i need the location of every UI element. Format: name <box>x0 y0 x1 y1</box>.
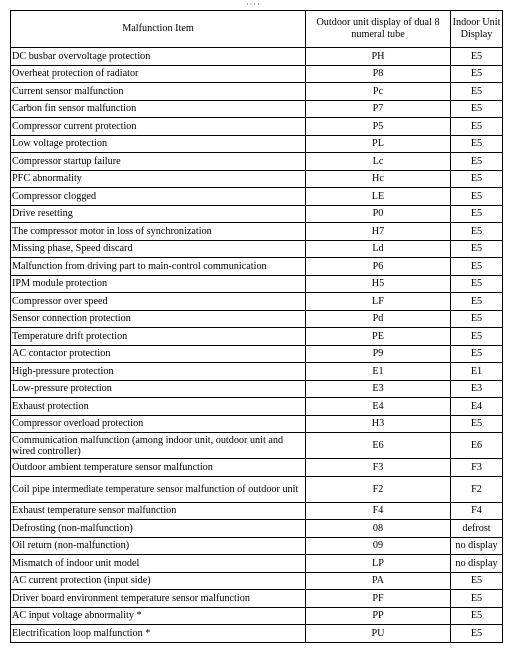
malfunction-item-cell: Temperature drift protection <box>11 328 306 346</box>
table-row <box>11 363 503 381</box>
outdoor-code-cell: Hc <box>306 170 451 188</box>
header-indoor-display: Indoor Unit Display <box>451 11 503 48</box>
indoor-display-cell: E5 <box>451 572 503 590</box>
indoor-display-cell: E6 <box>451 433 503 459</box>
table-row <box>11 537 503 555</box>
table-row <box>11 590 503 608</box>
malfunction-item-cell: Compressor over speed <box>11 293 306 311</box>
outdoor-code-cell: PU <box>306 625 451 643</box>
indoor-display-cell: E5 <box>451 48 503 66</box>
malfunction-item-cell: Low-pressure protection <box>11 380 306 398</box>
malfunction-item-cell: Overheat protection of radiator <box>11 65 306 83</box>
table-row <box>11 520 503 538</box>
outdoor-code-cell: H7 <box>306 223 451 241</box>
outdoor-code-cell: PL <box>306 135 451 153</box>
malfunction-item-cell: Compressor overload protection <box>11 415 306 433</box>
outdoor-code-cell: PH <box>306 48 451 66</box>
outdoor-code-cell: PA <box>306 572 451 590</box>
indoor-display-cell: E5 <box>451 258 503 276</box>
malfunction-item-cell: Exhaust temperature sensor malfunction <box>11 502 306 520</box>
table-row <box>11 433 503 459</box>
outdoor-code-cell: E3 <box>306 380 451 398</box>
indoor-display-cell: E5 <box>451 415 503 433</box>
malfunction-item-cell: PFC abnormality <box>11 170 306 188</box>
indoor-display-cell: E5 <box>451 590 503 608</box>
indoor-display-cell: E5 <box>451 328 503 346</box>
outdoor-code-cell: 08 <box>306 520 451 538</box>
indoor-display-cell: E1 <box>451 363 503 381</box>
outdoor-code-cell: H3 <box>306 415 451 433</box>
indoor-display-cell: E5 <box>451 625 503 643</box>
indoor-display-cell: F3 <box>451 459 503 477</box>
malfunction-item-cell: Electrification loop malfunction * <box>11 625 306 643</box>
indoor-display-cell: E5 <box>451 205 503 223</box>
table-row <box>11 625 503 643</box>
malfunction-item-cell: Oil return (non-malfunction) <box>11 537 306 555</box>
indoor-display-cell: F2 <box>451 476 503 502</box>
outdoor-code-cell: PE <box>306 328 451 346</box>
table-row <box>11 293 503 311</box>
outdoor-code-cell: E4 <box>306 398 451 416</box>
indoor-display-cell: F4 <box>451 502 503 520</box>
outdoor-code-cell: Pd <box>306 310 451 328</box>
table-row <box>11 100 503 118</box>
indoor-display-cell: E5 <box>451 188 503 206</box>
malfunction-item-cell: Carbon fin sensor malfunction <box>11 100 306 118</box>
outdoor-code-cell: Ld <box>306 240 451 258</box>
malfunction-item-cell: Missing phase, Speed discard <box>11 240 306 258</box>
malfunction-item-cell: Communication malfunction (among indoor unit, outdoor unit and wired controller) <box>11 433 306 459</box>
outdoor-code-cell: E6 <box>306 433 451 459</box>
malfunction-item-cell: The compressor motor in loss of synchronization <box>11 223 306 241</box>
outdoor-code-cell: F4 <box>306 502 451 520</box>
malfunction-item-cell: Drive resetting <box>11 205 306 223</box>
table-row <box>11 476 503 502</box>
indoor-display-cell: E5 <box>451 310 503 328</box>
malfunction-item-cell: Low voltage protection <box>11 135 306 153</box>
table-row <box>11 459 503 477</box>
table-row <box>11 118 503 136</box>
table-row <box>11 607 503 625</box>
outdoor-code-cell: E1 <box>306 363 451 381</box>
malfunction-item-cell: AC contactor protection <box>11 345 306 363</box>
indoor-display-cell: E5 <box>451 118 503 136</box>
malfunction-item-cell: Exhaust protection <box>11 398 306 416</box>
table-row <box>11 275 503 293</box>
indoor-display-cell: no display <box>451 555 503 573</box>
outdoor-code-cell: PF <box>306 590 451 608</box>
indoor-display-cell: E5 <box>451 223 503 241</box>
malfunction-item-cell: Current sensor malfunction <box>11 83 306 101</box>
table-row <box>11 310 503 328</box>
malfunction-table <box>10 10 503 643</box>
outdoor-code-cell: P7 <box>306 100 451 118</box>
indoor-display-cell: no display <box>451 537 503 555</box>
table-body <box>11 48 503 643</box>
indoor-display-cell: E5 <box>451 65 503 83</box>
malfunction-item-cell: Compressor startup failure <box>11 153 306 171</box>
table-row <box>11 555 503 573</box>
table-row <box>11 65 503 83</box>
table-row <box>11 572 503 590</box>
indoor-display-cell: E5 <box>451 345 503 363</box>
indoor-display-cell: E5 <box>451 607 503 625</box>
malfunction-item-cell: Coil pipe intermediate temperature sensor malfunction of outdoor unit <box>11 476 306 502</box>
table-row <box>11 380 503 398</box>
table-row <box>11 188 503 206</box>
table-row <box>11 415 503 433</box>
indoor-display-cell: E5 <box>451 83 503 101</box>
indoor-display-cell: E5 <box>451 293 503 311</box>
outdoor-code-cell: PP <box>306 607 451 625</box>
indoor-display-cell: defrost <box>451 520 503 538</box>
table-row <box>11 258 503 276</box>
outdoor-code-cell: P5 <box>306 118 451 136</box>
outdoor-code-cell: P0 <box>306 205 451 223</box>
table-row <box>11 328 503 346</box>
outdoor-code-cell: P9 <box>306 345 451 363</box>
indoor-display-cell: E5 <box>451 240 503 258</box>
table-row <box>11 240 503 258</box>
outdoor-code-cell: Lc <box>306 153 451 171</box>
outdoor-code-cell: LP <box>306 555 451 573</box>
outdoor-code-cell: LF <box>306 293 451 311</box>
header-malfunction-item: Malfunction Item <box>11 11 306 48</box>
header-outdoor-display: Outdoor unit display of dual 8 numeral tube <box>306 11 451 48</box>
malfunction-item-cell: Outdoor ambient temperature sensor malfunction <box>11 459 306 477</box>
malfunction-item-cell: Malfunction from driving part to main-control communication <box>11 258 306 276</box>
outdoor-code-cell: LE <box>306 188 451 206</box>
malfunction-item-cell: Defrosting (non-malfunction) <box>11 520 306 538</box>
malfunction-item-cell: DC busbar overvoltage protection <box>11 48 306 66</box>
page-top-mark: ···· <box>246 0 261 9</box>
outdoor-code-cell: F2 <box>306 476 451 502</box>
malfunction-item-cell: Sensor connection protection <box>11 310 306 328</box>
outdoor-code-cell: H5 <box>306 275 451 293</box>
indoor-display-cell: E5 <box>451 153 503 171</box>
table-row <box>11 48 503 66</box>
outdoor-code-cell: P8 <box>306 65 451 83</box>
table-row <box>11 135 503 153</box>
indoor-display-cell: E5 <box>451 135 503 153</box>
indoor-display-cell: E3 <box>451 380 503 398</box>
table-row <box>11 223 503 241</box>
table-row <box>11 205 503 223</box>
table-row <box>11 502 503 520</box>
malfunction-item-cell: High-pressure protection <box>11 363 306 381</box>
table-row <box>11 153 503 171</box>
outdoor-code-cell: Pc <box>306 83 451 101</box>
malfunction-item-cell: Compressor clogged <box>11 188 306 206</box>
table-header-row <box>11 11 503 48</box>
indoor-display-cell: E5 <box>451 100 503 118</box>
table-row <box>11 170 503 188</box>
table-row <box>11 345 503 363</box>
outdoor-code-cell: 09 <box>306 537 451 555</box>
table-row <box>11 83 503 101</box>
malfunction-item-cell: Driver board environment temperature sensor malfunction <box>11 590 306 608</box>
outdoor-code-cell: F3 <box>306 459 451 477</box>
indoor-display-cell: E5 <box>451 275 503 293</box>
indoor-display-cell: E5 <box>451 170 503 188</box>
malfunction-item-cell: IPM module protection <box>11 275 306 293</box>
outdoor-code-cell: P6 <box>306 258 451 276</box>
indoor-display-cell: E4 <box>451 398 503 416</box>
malfunction-item-cell: AC input voltage abnormality * <box>11 607 306 625</box>
malfunction-item-cell: Mismatch of indoor unit model <box>11 555 306 573</box>
table-row <box>11 398 503 416</box>
malfunction-item-cell: AC current protection (input side) <box>11 572 306 590</box>
malfunction-item-cell: Compressor current protection <box>11 118 306 136</box>
